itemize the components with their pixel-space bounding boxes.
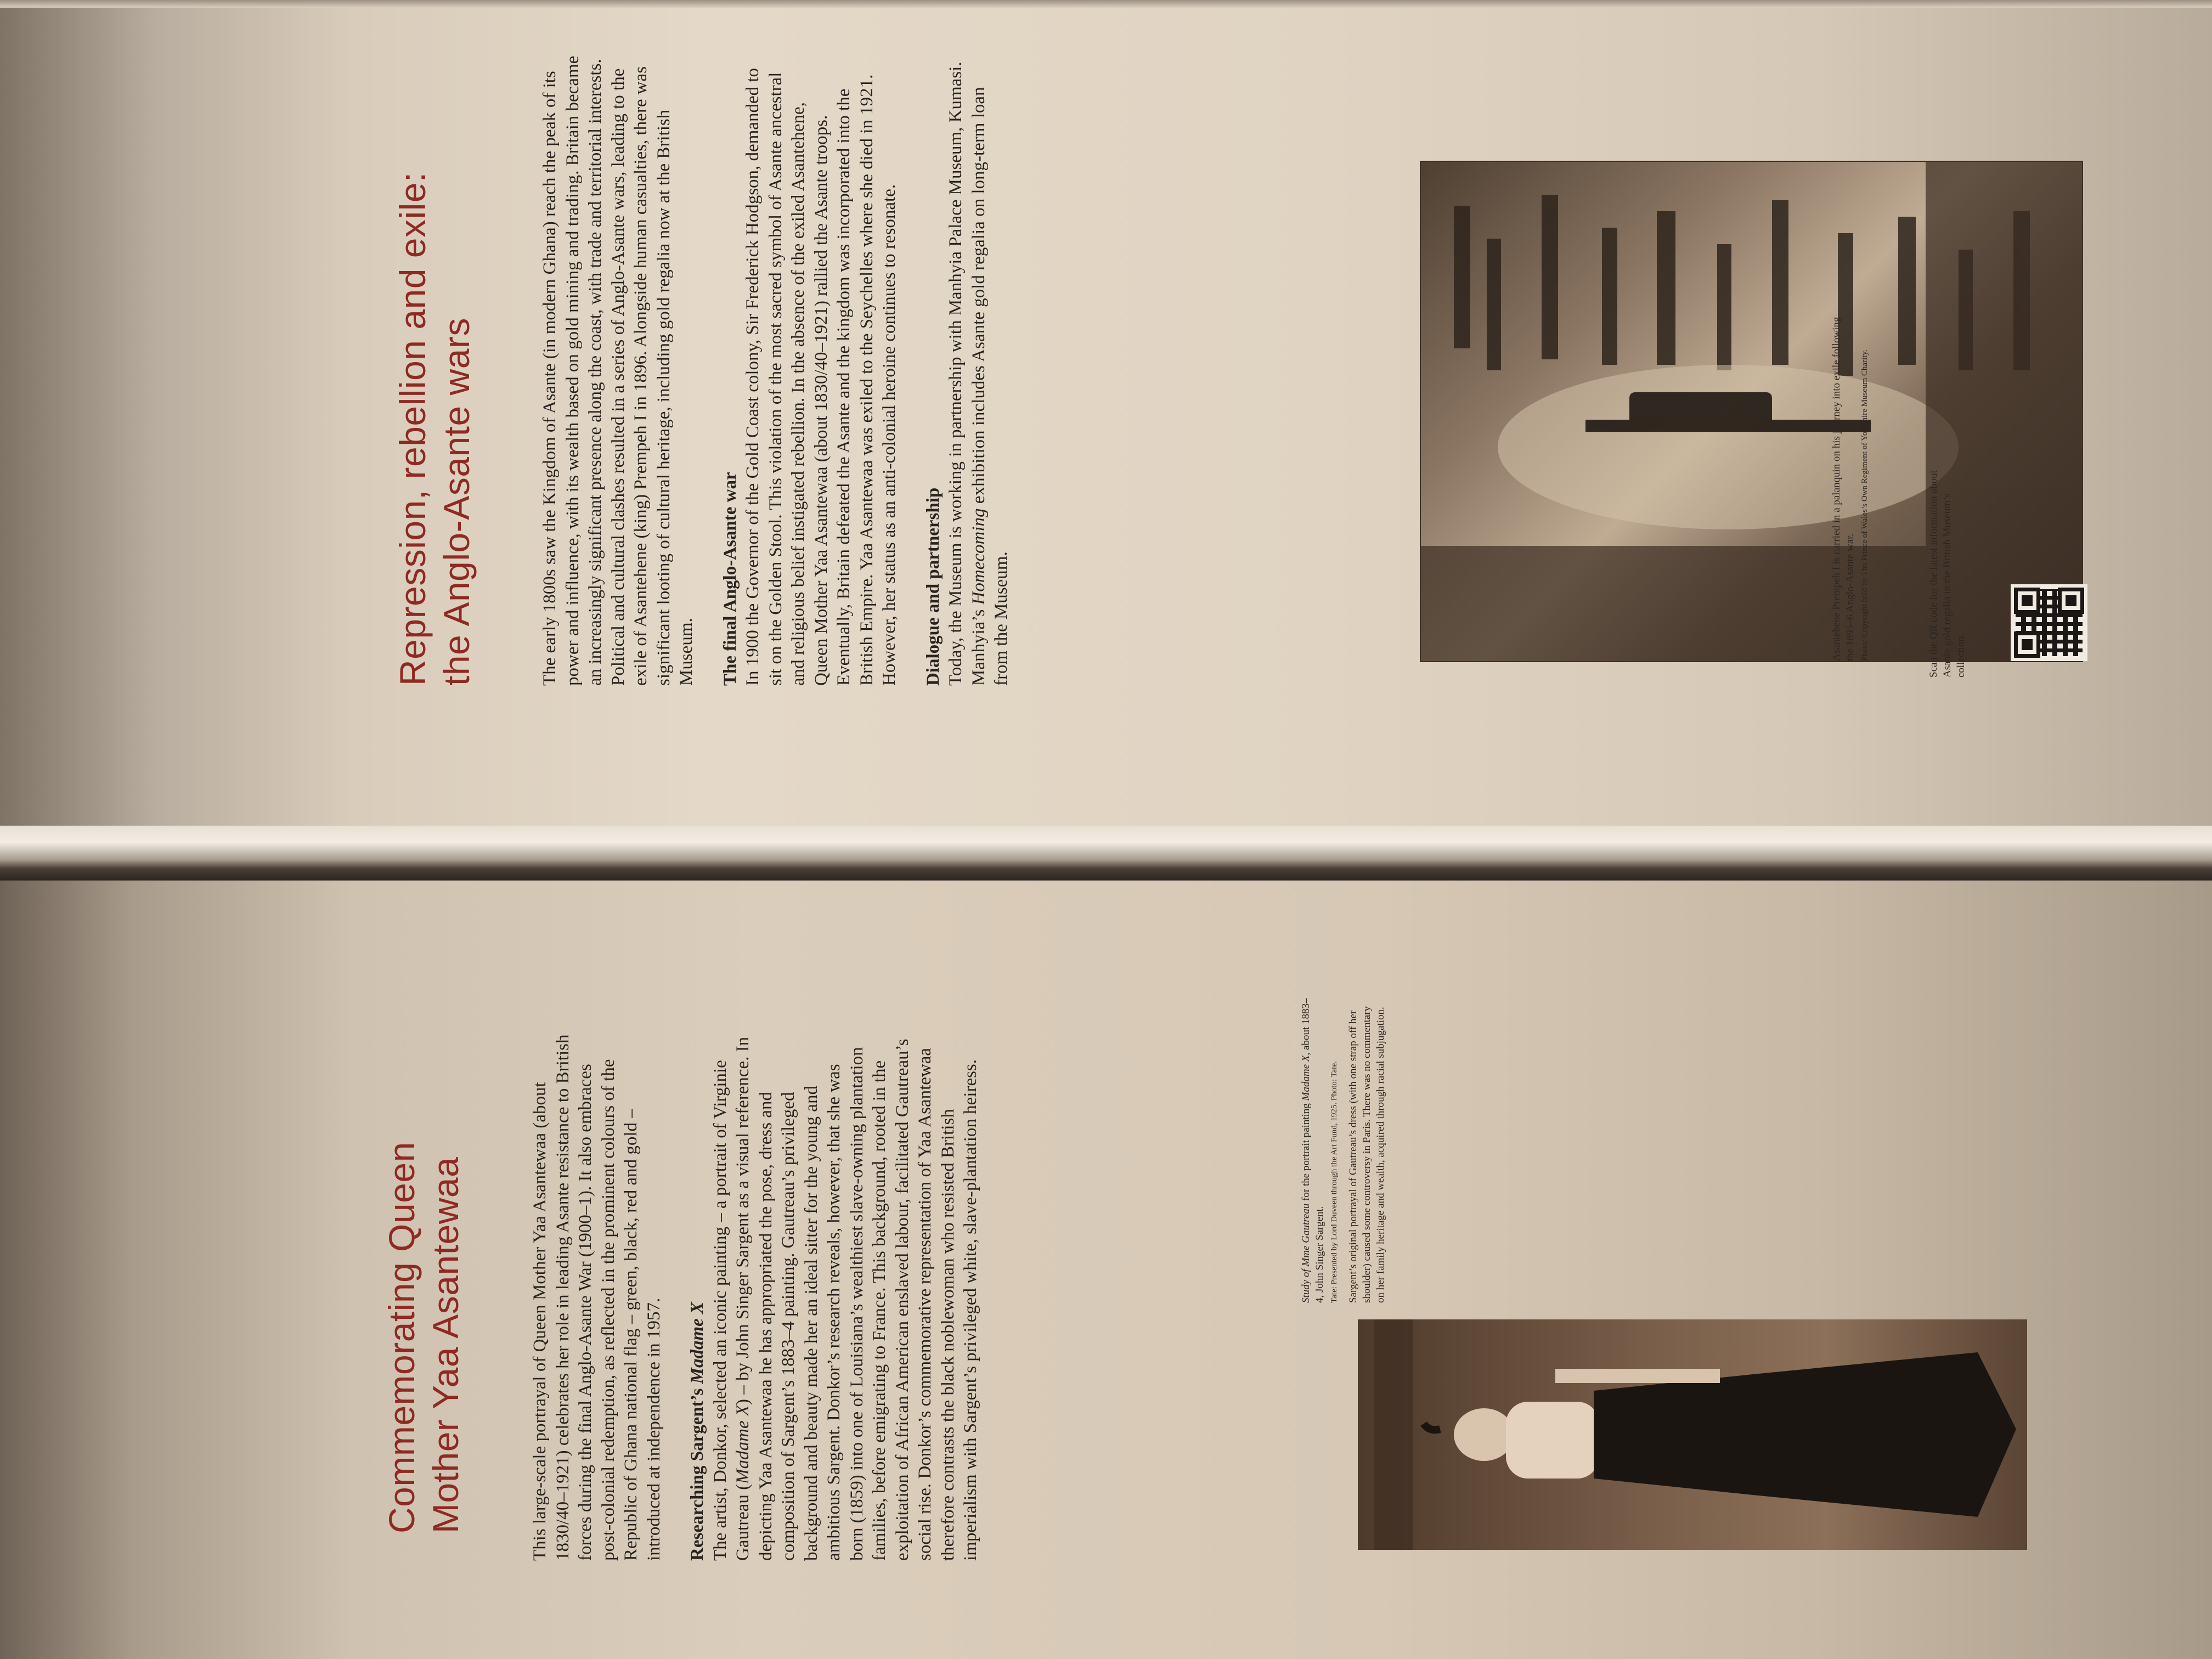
caption-title-b: , about 1883–4, John Singer Sargent. xyxy=(1300,998,1325,1303)
intro-paragraph: The early 1800s saw the Kingdom of Asante (in modern Ghana) reach the peak of its power and influence, with its wealth based on gold mining and trading. Britain became an increasingly significant presence along the coast, with trade and territorial interests. Political and cultural clashes resulted in a series of Anglo-Asante wars, leading to the exile of Asantehene (king) Prempeh I in 1896. Alongside human casualties, there was significant looting of cultural heritage, including gold regalia now at the British Museum. xyxy=(540,55,696,686)
section-dialogue xyxy=(922,55,1013,686)
panel-top-edge xyxy=(0,0,2212,8)
madame-x-caption xyxy=(1299,996,1394,1303)
section-heading-madame-x xyxy=(686,1034,709,1561)
section-text-a: The artist, Donkor, selected an iconic painting – a portrait of Virginie Gautreau ( xyxy=(710,1060,753,1561)
section-heading-part: Researching Sargent’s xyxy=(687,1388,707,1561)
madame-x-caption-title xyxy=(1299,996,1340,1303)
caption-title-italic: Study of Mme Gautreau xyxy=(1300,1203,1312,1303)
section-heading-final-war: The final Anglo-Asante war xyxy=(720,472,740,686)
section-text-italic: Madame X xyxy=(733,1404,753,1484)
madame-x-study-figure xyxy=(1358,1319,2027,1550)
palanquin-photo-scene xyxy=(1421,162,2082,661)
palanquin-caption xyxy=(1830,304,1870,661)
qr-caption xyxy=(1927,469,1968,678)
palanquin-caption-text: Asantehene Prempeh I is carried in a palanquin on his journey into exile following the 1895–6 Anglo-Asante war. xyxy=(1831,317,1856,661)
panel-gap-shadow xyxy=(0,826,2212,881)
homecoming-title: Homecoming xyxy=(968,508,989,605)
qr-finder-bl xyxy=(2014,631,2040,658)
caption-credit: Tate: Presented by Lord Duveen through the Art Fund, 1925. Photo: Tate. xyxy=(1330,1061,1339,1303)
title-line-1: Repression, rebellion and exile: xyxy=(392,172,433,686)
qr-caption-text: Scan the QR code for the latest information about Asante gold regalia in the British Museum’s collection. xyxy=(1928,470,1967,678)
palanquin-archival-photo xyxy=(1421,162,2082,661)
section-final-war xyxy=(719,55,901,686)
section-text-dialogue-a: Today, the Museum is working in partnership with Manhyia Palace Museum, Kumasi. Manhyia’s xyxy=(946,61,989,686)
qr-code[interactable] xyxy=(2011,584,2087,661)
intro-paragraph: This large-scale portrayal of Queen Mother Yaa Asantewaa (about 1830/40–1921) celebrates her role in leading Asante resistance to British forces during the final Anglo-Asante War (1900–1). It also embraces post-colonial redemption, as reflected in the prominent colours of the Republic of Ghana national flag – green, black, red and gold – introduced at independence in 1957. xyxy=(530,1034,664,1561)
title-line-1: Commemorating Queen xyxy=(381,1142,422,1533)
panel-title-yaa-asantewaa xyxy=(380,1040,467,1533)
qr-finder-tr xyxy=(2058,588,2084,614)
caption-title-a: for the portrait painting xyxy=(1300,1103,1312,1201)
section-heading-dialogue: Dialogue and partnership xyxy=(923,487,943,686)
caption-note: Sargent’s original portrayal of Gautreau’s dress (with one strap off her shoulder) caused some controversy in Paris. There was no commentary on her family heritage and wealth, acquired through racial subjugation. xyxy=(1347,1006,1386,1303)
section-text-dialogue-b: exhibition includes Asante gold regalia on long-term loan from the Museum. xyxy=(968,87,1011,686)
section-text-b: ) – by John Singer Sargent as a visual reference. In depicting Yaa Asantewaa he has appropriated the pose, dress and composition of Sargent’s 1883–4 painting. Gautreau’s privileged background and beauty made her an ideal sitter for the young and ambitious Sargent. Donkor’s research reveals, however, that she was born (1859) into one of Louisiana’s wealthiest slave-owning plantation families, before emigrating to France. This background, rooted in the exploitation of African American enslaved labour, facilitated Gautreau’s social rise. Donkor’s commemorative representation of Yaa Asantewaa therefore contrasts the black noblewoman who resisted British imperialism with Sargent’s privileged white, slave-plantation heiress. xyxy=(733,1036,980,1561)
madame-x-study-image xyxy=(1358,1319,2027,1550)
caption-title-italic-2: Madame X xyxy=(1300,1055,1312,1101)
title-line-2: the Anglo-Asante wars xyxy=(436,318,477,686)
panel-body-yaa-asantewaa xyxy=(529,1034,1003,1561)
section-madame-x xyxy=(686,1034,983,1561)
title-line-2: Mother Yaa Asantewaa xyxy=(425,1156,466,1533)
section-heading-italic: Madame X xyxy=(687,1301,707,1384)
qr-finder-tl xyxy=(2014,588,2040,614)
panel-title-anglo-asante xyxy=(391,82,478,686)
section-text-final-war: In 1900 the Governor of the Gold Coast colony, Sir Frederick Hodgson, demanded to sit on the Golden Stool. This violation of the most sacred symbol of Asante ancestral and religious belief instigated rebellion. In the absence of the exiled Asantehene, Queen Mother Yaa Asantewaa (about 1830/40–1921) rallied the Asante troops. Eventually, Britain defeated the Asante and the kingdom was incorporated into the British Empire. Yaa Asantewaa was exiled to the Seychelles where she died in 1921. However, her status as an anti-colonial heroine continues to resonate. xyxy=(743,67,899,686)
palanquin-photo-credit: Photo: Copyright held by The Prince of Wales’s Own Regiment of Yorkshire Museum Charity. xyxy=(1860,349,1869,661)
panel-body-anglo-asante xyxy=(539,55,1034,686)
